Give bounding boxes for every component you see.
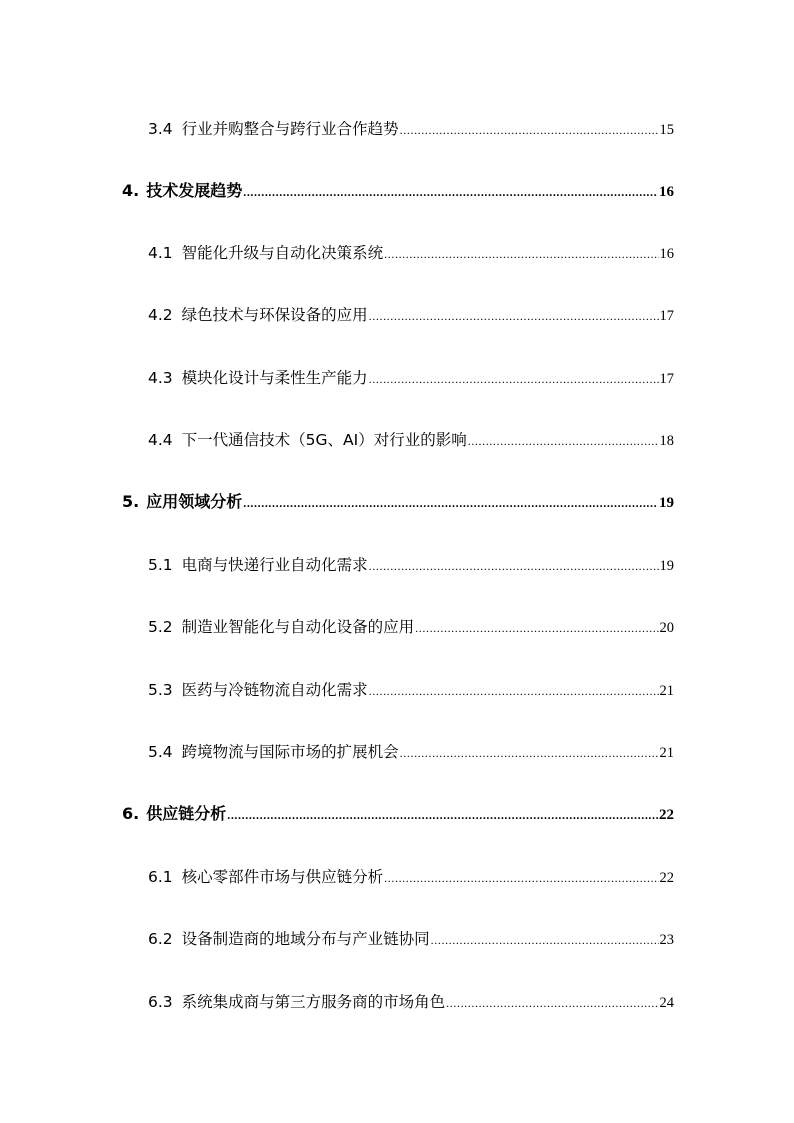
toc-entry-5-2[interactable] (148, 615, 674, 639)
toc-entry-page: 19 (659, 558, 674, 574)
toc-entry-number: 5.4 (148, 743, 173, 761)
toc-entry-page: 19 (659, 495, 674, 511)
toc-entry-number: 4.4 (148, 431, 173, 449)
toc-entry-page: 21 (659, 683, 674, 699)
toc-entry-number: 4.3 (148, 369, 173, 387)
toc-entry-6-3[interactable] (148, 990, 674, 1014)
toc-dot-leader (369, 304, 659, 327)
toc-entry-6-1[interactable] (148, 865, 674, 889)
toc-entry-title: 模块化设计与柔性生产能力 (181, 369, 368, 387)
toc-entry-3-4[interactable] (148, 117, 674, 141)
toc-entry-4-2[interactable] (148, 303, 674, 327)
toc-entry-number: 5.1 (148, 556, 173, 574)
toc-dot-leader (369, 679, 659, 702)
toc-entry-page: 17 (659, 371, 674, 387)
toc-entry-6-2[interactable] (148, 927, 674, 951)
toc-entry-page: 18 (659, 433, 674, 449)
toc-entry-page: 24 (659, 995, 674, 1011)
toc-entry-page: 15 (659, 122, 674, 138)
toc-dot-leader (431, 928, 659, 951)
toc-dot-leader (384, 866, 658, 889)
toc-entry-number: 6. (122, 804, 140, 823)
toc-entry-number: 5.3 (148, 681, 173, 699)
toc-entry-number: 5. (122, 492, 140, 511)
toc-dot-leader (400, 118, 659, 141)
toc-dot-leader (227, 803, 658, 826)
toc-dot-leader (243, 180, 658, 203)
toc-dot-leader (446, 991, 658, 1014)
toc-entry-number: 6.1 (148, 868, 173, 886)
toc-entry-title: 制造业智能化与自动化设备的应用 (181, 618, 415, 636)
toc-entry-5-3[interactable] (148, 678, 674, 702)
toc-dot-leader (243, 491, 658, 514)
toc-entry-title: 核心零部件市场与供应链分析 (181, 868, 384, 886)
toc-dot-leader (369, 367, 659, 390)
toc-entry-title: 设备制造商的地域分布与产业链协同 (181, 930, 430, 948)
toc-entry-5-4[interactable] (148, 740, 674, 764)
toc-entry-page: 21 (659, 745, 674, 761)
toc-entry-number: 5.2 (148, 618, 173, 636)
toc-entry-number: 4.1 (148, 244, 173, 262)
toc-entry-page: 17 (659, 308, 674, 324)
toc-entry-title: 应用领域分析 (146, 492, 243, 511)
toc-entry-6[interactable] (122, 802, 674, 826)
toc-dot-leader (468, 429, 659, 452)
toc-entry-title: 技术发展趋势 (146, 181, 243, 200)
toc-entry-page: 16 (659, 184, 674, 200)
toc-entry-title: 智能化升级与自动化决策系统 (181, 244, 384, 262)
toc-entry-title: 电商与快递行业自动化需求 (181, 556, 368, 574)
toc-entry-number: 3.4 (148, 120, 173, 138)
toc-entry-5[interactable] (122, 490, 674, 514)
toc-entry-title: 绿色技术与环保设备的应用 (181, 306, 368, 324)
toc-entry-page: 16 (659, 246, 674, 262)
toc-entry-4-3[interactable] (148, 366, 674, 390)
toc-entry-4[interactable] (122, 179, 674, 203)
toc-entry-number: 6.3 (148, 993, 173, 1011)
toc-entry-page: 23 (659, 932, 674, 948)
toc-entry-title: 跨境物流与国际市场的扩展机会 (181, 743, 399, 761)
toc-entry-4-1[interactable] (148, 241, 674, 265)
toc-entry-5-1[interactable] (148, 553, 674, 577)
toc-dot-leader (400, 741, 659, 764)
toc-entry-title: 下一代通信技术（5G、AI）对行业的影响 (181, 431, 467, 449)
toc-entry-number: 6.2 (148, 930, 173, 948)
toc-entry-title: 医药与冷链物流自动化需求 (181, 681, 368, 699)
toc-dot-leader (384, 242, 658, 265)
toc-entry-page: 22 (659, 807, 674, 823)
toc-entry-page: 20 (659, 620, 674, 636)
toc-entry-4-4[interactable] (148, 428, 674, 452)
toc-entry-title: 行业并购整合与跨行业合作趋势 (181, 120, 399, 138)
toc-entry-title: 供应链分析 (146, 804, 227, 823)
toc-dot-leader (369, 554, 659, 577)
toc-entry-page: 22 (659, 870, 674, 886)
toc-dot-leader (415, 616, 658, 639)
toc-entry-number: 4. (122, 181, 140, 200)
toc-entry-title: 系统集成商与第三方服务商的市场角色 (181, 993, 446, 1011)
toc-entry-number: 4.2 (148, 306, 173, 324)
